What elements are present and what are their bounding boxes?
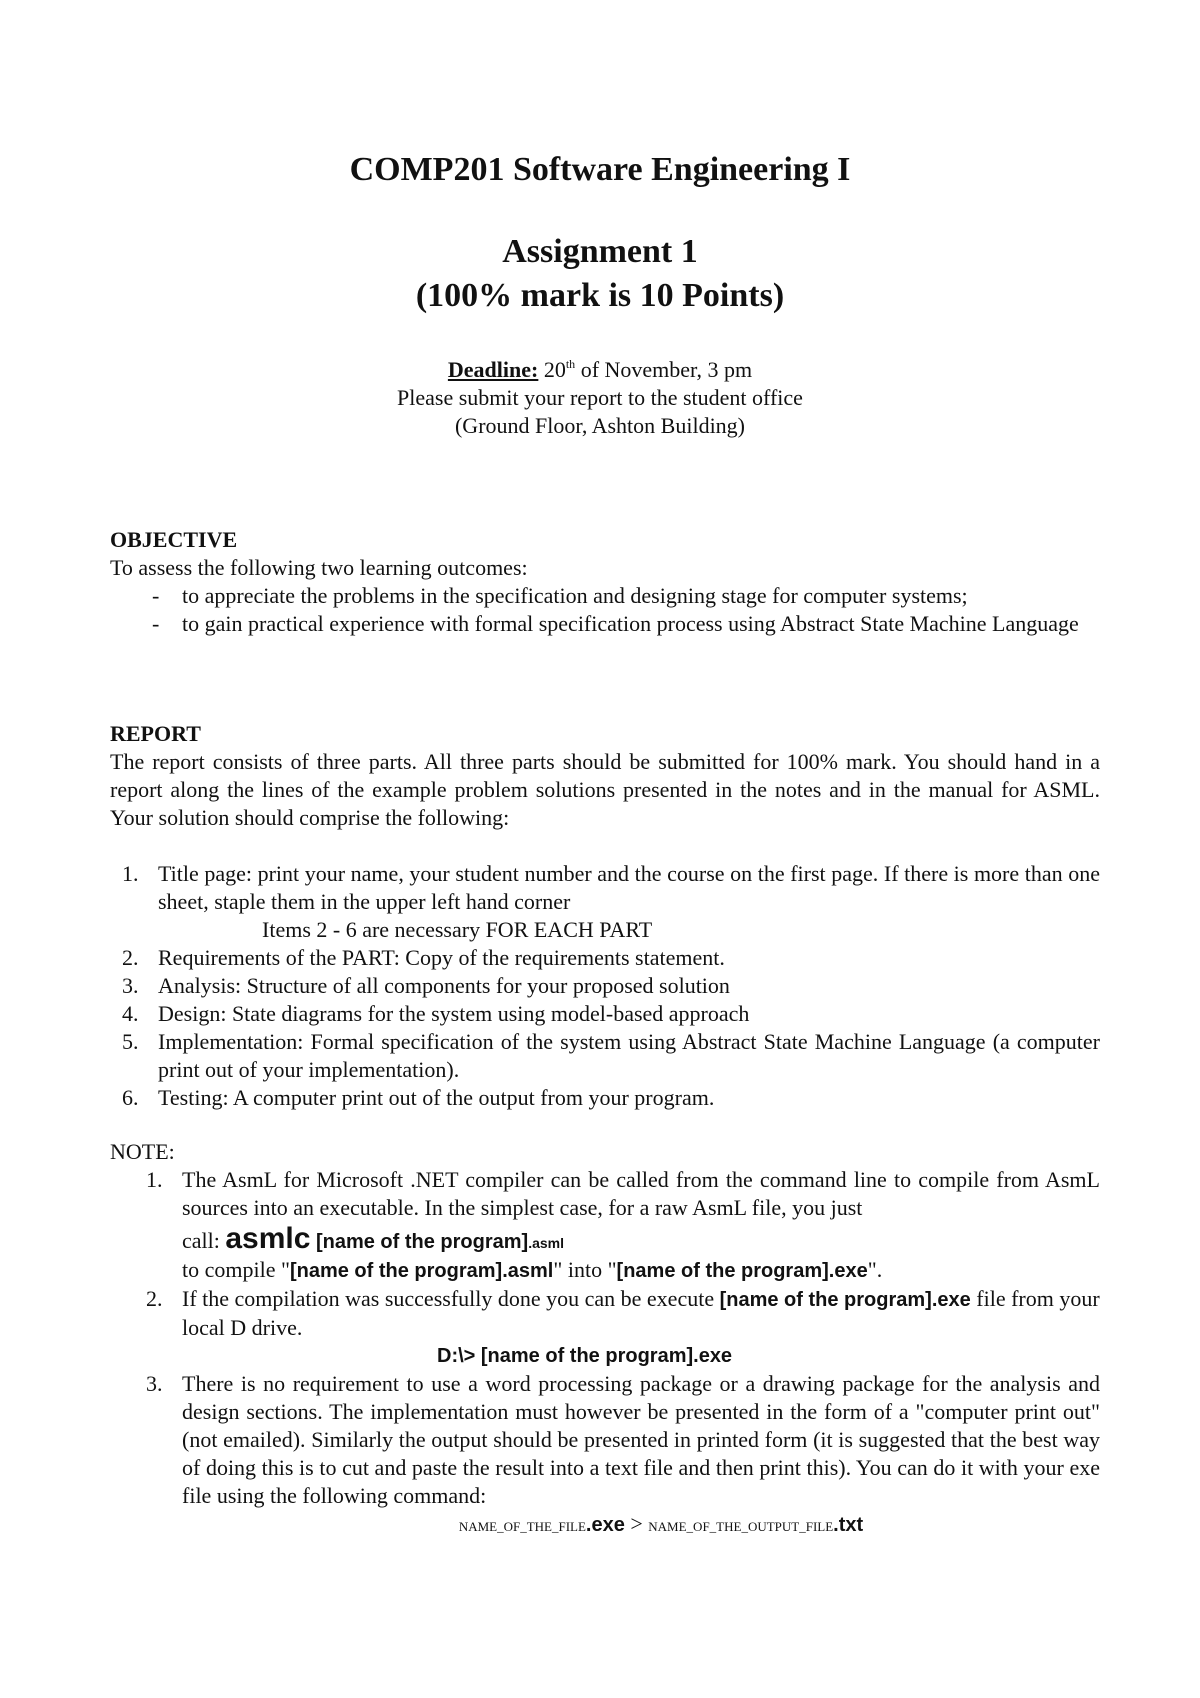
- objective-item: [110, 610, 1100, 638]
- call-line: [182, 1222, 1100, 1256]
- deadline-block: [0, 356, 1200, 440]
- deadline-line: [0, 356, 1200, 384]
- deadline-label: Deadline:: [447, 357, 539, 382]
- report-item: [110, 944, 1100, 972]
- item-number: 3.: [146, 1371, 163, 1396]
- report-item: [110, 1000, 1100, 1028]
- item-number: 5.: [122, 1029, 139, 1054]
- item-number: 2.: [146, 1286, 163, 1311]
- report-intro: The report consists of three parts. All three parts should be submitted for 100% mark. You should hand in a report along the lines of the example problem solutions presented in the notes and in the manual for ASML. Your solution should comprise the following:: [110, 749, 1100, 830]
- report-item-text: Requirements of the PART: Copy of the requirements statement.: [158, 945, 725, 970]
- program-name-arg: [name of the program]: [315, 1231, 529, 1253]
- compile-text: ".: [867, 1257, 883, 1282]
- note-item: [110, 1370, 1100, 1541]
- item-number: 2.: [122, 945, 139, 970]
- d-drive-command: D:\> [name of the program].exe: [437, 1345, 733, 1367]
- asml-extension: .asml: [528, 1235, 565, 1251]
- report-item-text: Design: State diagrams for the system using model-based approach: [158, 1001, 750, 1026]
- asml-filename: [name of the program].asml: [289, 1260, 554, 1282]
- items-note: Items 2 - 6 are necessary FOR EACH PART: [262, 917, 653, 942]
- document-title: COMP201 Software Engineering I: [349, 151, 851, 188]
- mark-heading: (100% mark is 10 Points): [415, 277, 785, 314]
- note-section: [110, 1138, 1100, 1541]
- report-section: [110, 720, 1100, 1112]
- exe-filename: [name of the program].exe: [616, 1260, 868, 1282]
- exe-filename: [name of the program].exe: [719, 1289, 971, 1311]
- note-heading: NOTE:: [110, 1139, 175, 1164]
- report-item: [110, 1084, 1100, 1112]
- redirect-symbol: >: [624, 1511, 649, 1536]
- report-item: [110, 972, 1100, 1000]
- note-item: [110, 1166, 1100, 1285]
- file-name: NAME_OF_THE_FILE: [458, 1519, 586, 1534]
- note-item-text: The AsmL for Microsoft .NET compiler can be called from the command line to compile from AsmL sources into an executable. In the simplest case, for a raw AsmL file, you just: [182, 1167, 1100, 1220]
- output-file-name: NAME_OF_THE_OUTPUT_FILE: [648, 1519, 834, 1534]
- report-heading: REPORT: [110, 721, 201, 746]
- assignment-heading: Assignment 1: [502, 233, 698, 270]
- compile-line: [182, 1256, 1100, 1285]
- call-prefix: call:: [182, 1228, 226, 1253]
- submit-line: Please submit your report to the student office: [397, 385, 803, 410]
- objective-item-text: to gain practical experience with formal specification process using Abstract State Machine Language: [182, 611, 1079, 636]
- objective-item: [110, 582, 1100, 610]
- objective-heading: OBJECTIVE: [110, 527, 238, 552]
- note-text: If the compilation was successfully done you can be execute: [182, 1286, 720, 1311]
- item-number: 1.: [146, 1167, 163, 1192]
- objective-section: [110, 526, 1100, 638]
- item-number: 4.: [122, 1001, 139, 1026]
- compile-text: to compile ": [182, 1257, 290, 1282]
- note-text: file from your local D drive.: [182, 1286, 1100, 1340]
- deadline-day-suffix: th: [565, 357, 576, 371]
- item-number: 3.: [122, 973, 139, 998]
- compile-text: " into ": [553, 1257, 617, 1282]
- txt-extension: .txt: [833, 1514, 864, 1536]
- dash-bullet: -: [152, 611, 160, 636]
- deadline-rest: of November, 3 pm: [575, 357, 753, 382]
- deadline-day: 20: [543, 357, 566, 382]
- report-item: [110, 860, 1100, 916]
- output-command: [182, 1510, 1100, 1541]
- note-item-text: There is no requirement to use a word processing package or a drawing package for the analysis and design sections. The implementation must however be presented in the form of a "computer print out" (not emailed). Similarly the output should be presented in printed form (it is suggested that the best way of doing this is to cut and paste the result into a text file and then print this). You can do it with your exe file using the following command:: [182, 1371, 1100, 1508]
- report-item-text: Title page: print your name, your student number and the course on the first page. If there is more than one sheet, staple them in the upper left hand corner: [158, 861, 1100, 914]
- item-number: 6.: [122, 1085, 139, 1110]
- dash-bullet: -: [152, 583, 160, 608]
- item-number: 1.: [122, 861, 139, 886]
- location-line: (Ground Floor, Ashton Building): [454, 413, 746, 438]
- report-item: [110, 1028, 1100, 1084]
- exe-extension: .exe: [585, 1514, 625, 1536]
- report-item-text: Analysis: Structure of all components for your proposed solution: [158, 973, 730, 998]
- objective-intro: To assess the following two learning outcomes:: [110, 555, 528, 580]
- report-item-text: Implementation: Formal specification of the system using Abstract State Machine Language (a computer print out of your implementation).: [158, 1029, 1100, 1082]
- note-item: [110, 1285, 1100, 1370]
- note-item-text: [182, 1285, 1100, 1342]
- report-item-text: Testing: A computer print out of the output from your program.: [158, 1085, 715, 1110]
- asmlc-command: asmlc: [225, 1222, 311, 1255]
- objective-item-text: to appreciate the problems in the specification and designing stage for computer systems;: [182, 583, 968, 608]
